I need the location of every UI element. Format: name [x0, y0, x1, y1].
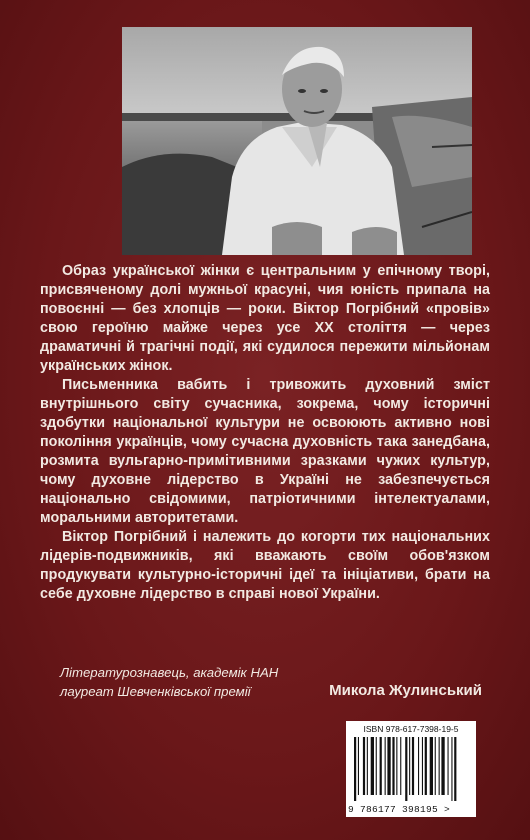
barcode-bar — [392, 737, 394, 795]
barcode-bar — [418, 737, 419, 795]
barcode-bars — [352, 737, 470, 801]
paragraph-3: Віктор Погрібний і належить до когорти тих національних лідерів-подвижників, які вважають своїм обов'язком продукувати культурно-історичні ідеї та ініціативи, брати на себе духовне лідерство в справі нової України. — [40, 529, 490, 602]
back-cover-text — [40, 262, 490, 604]
barcode-bar — [367, 737, 368, 795]
barcode-bar — [371, 737, 374, 795]
reviewer-title-line1: Літературознавець, академік НАН — [60, 665, 279, 680]
barcode-bar — [448, 737, 449, 795]
ean-digits: 9 786177 398195 > — [348, 804, 451, 815]
barcode-bar — [358, 737, 359, 795]
barcode-bar — [430, 737, 433, 795]
barcode-bar — [439, 737, 440, 795]
isbn-barcode — [346, 721, 476, 817]
barcode-bar — [363, 737, 365, 795]
barcode-bar — [354, 737, 356, 801]
barcode-bar — [454, 737, 456, 801]
barcode-bar — [441, 737, 444, 795]
barcode-bar — [380, 737, 382, 795]
barcode-bar — [422, 737, 423, 795]
barcode-bar — [400, 737, 401, 795]
barcode-bar — [409, 737, 410, 795]
barcode-bar — [396, 737, 397, 795]
reviewer-title-line2: лауреат Шевченківської премії — [60, 684, 251, 699]
isbn-text: ISBN 978-617-7398-19-5 — [363, 724, 459, 734]
barcode-bar — [425, 737, 427, 795]
reviewer-name: Микола Жулинський — [329, 682, 482, 699]
barcode-bar — [385, 737, 386, 795]
barcode-bar — [405, 737, 407, 801]
barcode-bar — [387, 737, 390, 795]
author-photo — [122, 27, 472, 255]
barcode-bar — [376, 737, 377, 795]
barcode-bar — [451, 737, 452, 801]
barcode-bar — [412, 737, 414, 795]
paragraph-2: Письменника вабить і тривожить духовний зміст внутрішнього світу сучасника, зокрема, чому історичні здобутки національної культури не освоюють активно нові покоління українців, чому сучасна духовність така занедбана, розмита вульгарно-примітивними зразками чужих культур, чому духовне лідерство в Україні не забезпечується національно свідомими, патріотичними інтелектуалами, моральними авторитетами. — [40, 377, 490, 526]
barcode-bar — [435, 737, 436, 795]
paragraph-1: Образ української жінки є центральним у епічному творі, присвяченому долі мужньої красуні, чия юність припала на повоєнні — без хлопців — роки. Віктор Погрібний «провів» свою героїню майже через усе XX століття — через драматичні й трагічні події, які судилося пережити мільйонам українських жінок. — [40, 263, 490, 374]
